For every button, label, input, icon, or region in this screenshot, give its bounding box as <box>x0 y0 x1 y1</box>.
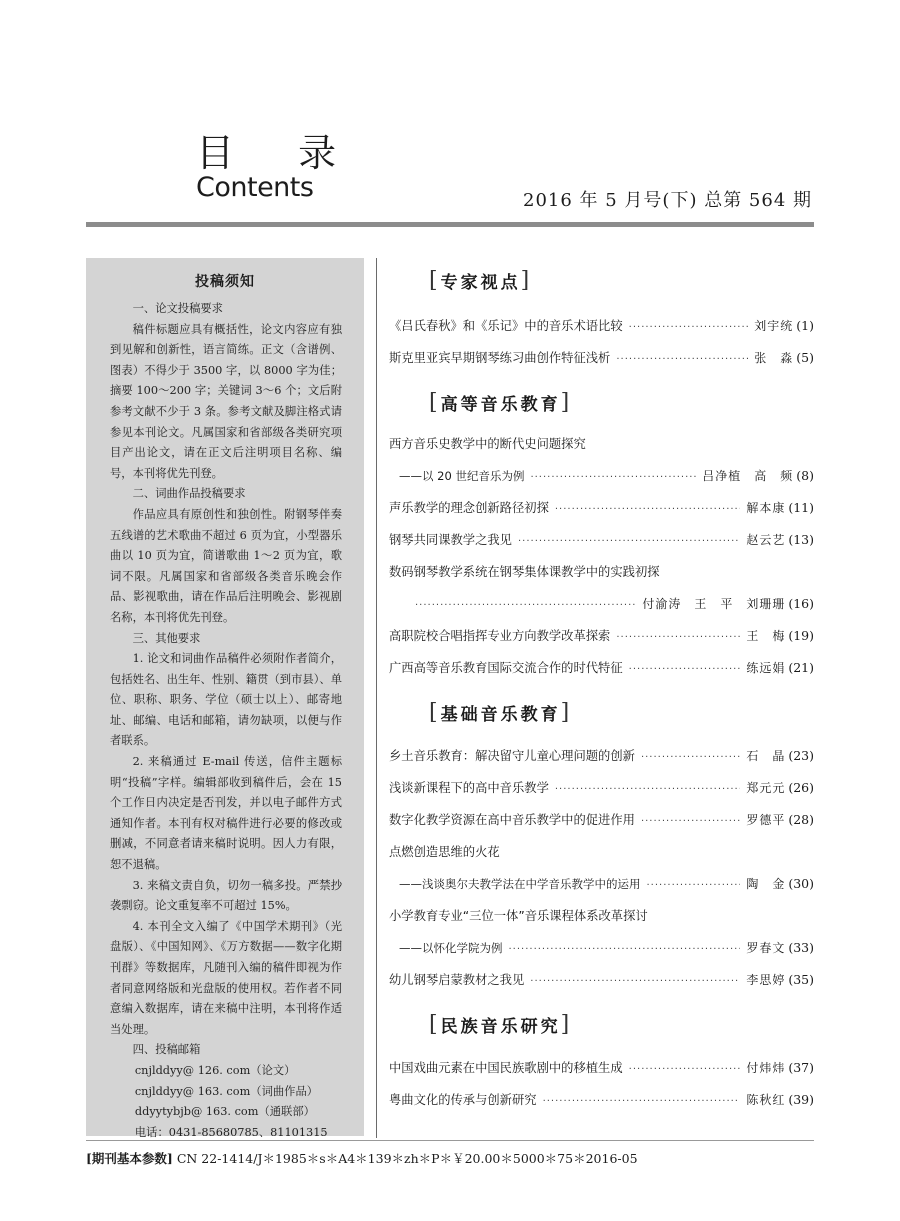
article-author: 陈秋红 <box>746 1093 786 1107</box>
guidelines-paragraph: 4. 本刊全文入编了《中国学术期刊》（光盘版）、《中国知网》、《万方数据——数字化期刊群》等数据库，凡随刊入编的稿件即视为作者同意网络版和光盘版的使用权。若作者不同意编入数据库，请在来稿中注明，本刊将作适当处理。 <box>110 919 342 1036</box>
article-author: 付炜炜 <box>746 1061 786 1075</box>
page-number: (11) <box>788 500 814 515</box>
section-title: 专家视点 <box>440 272 521 293</box>
email-address: cnjlddyy@ 163. com（词曲作品） <box>134 1084 319 1098</box>
section-title: 高等音乐教育 <box>440 394 561 415</box>
page-number: (39) <box>788 1092 814 1107</box>
header-rule <box>86 222 814 227</box>
toc-entry[interactable] <box>389 310 814 342</box>
guidelines-section-title: 四、投稿邮箱 <box>132 1043 201 1057</box>
parameters-value: CN 22-1414/J＊1985＊s＊A4＊139＊zh＊P＊￥20.00＊5000＊75＊2016-05 <box>176 1151 638 1166</box>
page-title-en: Contents <box>196 172 314 203</box>
section-title: 民族音乐研究 <box>440 1016 561 1037</box>
article-title: 浅谈新课程下的高中音乐教学 <box>389 781 549 795</box>
article-author: 刘宇统 <box>754 319 794 333</box>
toc-section-heading: [ 高等音乐教育 ] <box>429 389 573 415</box>
article-author: 李思婷 <box>746 973 786 987</box>
column-divider <box>376 258 377 1138</box>
page-number: (28) <box>788 812 814 827</box>
article-subtitle: ——以怀化学院为例 <box>399 941 503 955</box>
page-number: (19) <box>788 628 814 643</box>
page-number: (26) <box>788 780 814 795</box>
article-author: 赵云艺 <box>746 533 786 547</box>
submission-guidelines-panel <box>86 258 364 1139</box>
email-address: cnjlddyy@ 126. com（论文） <box>134 1063 296 1077</box>
page-number: (33) <box>788 940 814 955</box>
toc-entry[interactable] <box>389 1084 814 1116</box>
email-address: ddyytybjb@ 163. com（通联部） <box>134 1105 315 1119</box>
article-author: 解本康 <box>746 501 786 515</box>
guidelines-section-title: 三、其他要求 <box>132 631 201 645</box>
guidelines-paragraph: 2. 来稿通过 E-mail 传送，信件主题标明“投稿”字样。编辑部收到稿件后，会在 15 个工作日内决定是否刊发，并以电子邮件方式通知作者。本刊有权对稿件进行必要的修改或删减，不同意者请来稿时说明。因人力有限，恕不退稿。 <box>110 755 342 872</box>
article-title: 乡土音乐教育：解决留守儿童心理问题的创新 <box>389 749 635 763</box>
page-number: (35) <box>788 972 814 987</box>
footer-rule <box>86 1140 814 1141</box>
toc-section-heading: [ 专家视点 ] <box>429 267 533 293</box>
page-number: (13) <box>788 532 814 547</box>
toc-entry[interactable] <box>389 868 814 900</box>
toc-entry[interactable] <box>389 524 814 556</box>
article-subtitle: ——以 20 世纪音乐为例 <box>399 469 525 483</box>
article-title: 幼儿钢琴启蒙教材之我见 <box>389 973 525 987</box>
guidelines-paragraph: 1. 论文和词曲作品稿件必须附作者简介，包括姓名、出生年、性别、籍贯（到市县）、单位、职称、职务、学位（硕士以上）、邮寄地址、邮编、电话和邮箱，请勿缺项，以便与作者联系。 <box>110 652 342 748</box>
article-title: 声乐教学的理念创新路径初探 <box>389 501 549 515</box>
article-author: 罗春文 <box>746 941 786 955</box>
toc-entry[interactable] <box>389 620 814 652</box>
guidelines-paragraph: 3. 来稿文责自负，切勿一稿多投。严禁抄袭剽窃。论文重复率不可超过 15%。 <box>110 878 342 913</box>
article-title[interactable]: 数码钢琴教学系统在钢琴集体课教学中的实践初探 <box>389 565 660 579</box>
toc-entry[interactable] <box>389 932 814 964</box>
toc-entry[interactable] <box>389 772 814 804</box>
article-author: 张 淼 <box>754 351 794 365</box>
guidelines-section-title: 二、词曲作品投稿要求 <box>132 487 246 501</box>
journal-parameters <box>86 1149 638 1167</box>
toc-entry[interactable] <box>389 492 814 524</box>
article-title: 钢琴共同课教学之我见 <box>389 533 512 547</box>
parameters-label: [期刊基本参数] <box>86 1151 173 1166</box>
toc-section-heading: [ 基础音乐教育 ] <box>429 699 573 725</box>
toc-entry[interactable] <box>389 964 814 996</box>
page-number: (16) <box>788 596 814 611</box>
page-number: (8) <box>796 468 814 483</box>
page-number: (1) <box>796 318 814 333</box>
guidelines-paragraph: 作品应具有原创性和独创性。附钢琴伴奏五线谱的艺术歌曲不超过 6 页为宜，小型器乐曲以 10 页为宜，简谱歌曲 1～2 页为宜，歌词不限。凡属国家和省部级各类音乐晚会作品、影视歌曲，请在作品后注明晚会、影视剧名称，本刊将优先刊登。 <box>110 507 342 624</box>
toc-entry[interactable] <box>389 588 814 620</box>
article-title: 数字化教学资源在高中音乐教学中的促进作用 <box>389 813 635 827</box>
article-title[interactable]: 西方音乐史教学中的断代史问题探究 <box>389 437 586 451</box>
toc-entry[interactable] <box>389 1052 814 1084</box>
page-number: (21) <box>788 660 814 675</box>
article-title: 高职院校合唱指挥专业方向教学改革探索 <box>389 629 611 643</box>
page-number: (5) <box>796 350 814 365</box>
article-author: 郑元元 <box>746 781 786 795</box>
toc-entry[interactable] <box>389 652 814 684</box>
section-title: 基础音乐教育 <box>440 704 561 725</box>
phone-number: 电话：0431-85680785、81101315 <box>134 1125 328 1139</box>
article-author: 练远娟 <box>746 661 786 675</box>
article-title[interactable]: 点燃创造思维的火花 <box>389 845 500 859</box>
article-author: 陶 金 <box>746 877 786 891</box>
issue-number: 2016 年 5 月号(下) 总第 564 期 <box>523 190 812 211</box>
table-of-contents <box>389 264 814 1116</box>
toc-entry[interactable] <box>389 740 814 772</box>
article-title: 中国戏曲元素在中国民族歌剧中的移植生成 <box>389 1061 623 1075</box>
article-author: 付渝涛 王 平 刘珊珊 <box>642 597 786 611</box>
article-title: 广西高等音乐教育国际交流合作的时代特征 <box>389 661 623 675</box>
toc-section-heading: [ 民族音乐研究 ] <box>429 1011 573 1037</box>
article-title[interactable]: 小学教育专业“三位一体”音乐课程体系改革探讨 <box>389 909 648 923</box>
article-author: 罗德平 <box>746 813 786 827</box>
page-number: (23) <box>788 748 814 763</box>
toc-entry[interactable] <box>389 460 814 492</box>
article-title: 粤曲文化的传承与创新研究 <box>389 1093 537 1107</box>
toc-entry[interactable] <box>389 342 814 374</box>
page-number: (37) <box>788 1060 814 1075</box>
article-title: 斯克里亚宾早期钢琴练习曲创作特征浅析 <box>389 351 611 365</box>
page-number: (30) <box>788 876 814 891</box>
guidelines-section-title: 一、论文投稿要求 <box>132 302 223 315</box>
article-author: 吕净植 高 频 <box>702 469 794 483</box>
article-author: 王 梅 <box>746 629 786 643</box>
page-title-cn: 目 录 <box>196 131 363 175</box>
article-subtitle: ——浅谈奥尔夫教学法在中学音乐教学中的运用 <box>399 877 641 891</box>
article-title: 《吕氏春秋》和《乐记》中的音乐术语比较 <box>389 319 623 333</box>
toc-entry[interactable] <box>389 804 814 836</box>
guidelines-paragraph: 稿件标题应具有概括性，论文内容应有独到见解和创新性，语言简练。正文（含谱例、图表）不得少于 3500 字，以 8000 字为佳；摘要 100～200 字；关键词 3～6 个；文后附参考文献不少于 3 条。参考文献及脚注格式请参见本刊论文。凡属国家和省部级各类研究项目产出论文，请在正文后注明项目名称、编号，本刊将优先刊登。 <box>110 322 342 480</box>
article-author: 石 晶 <box>746 749 786 763</box>
guidelines-heading: 投稿须知 <box>195 274 255 290</box>
